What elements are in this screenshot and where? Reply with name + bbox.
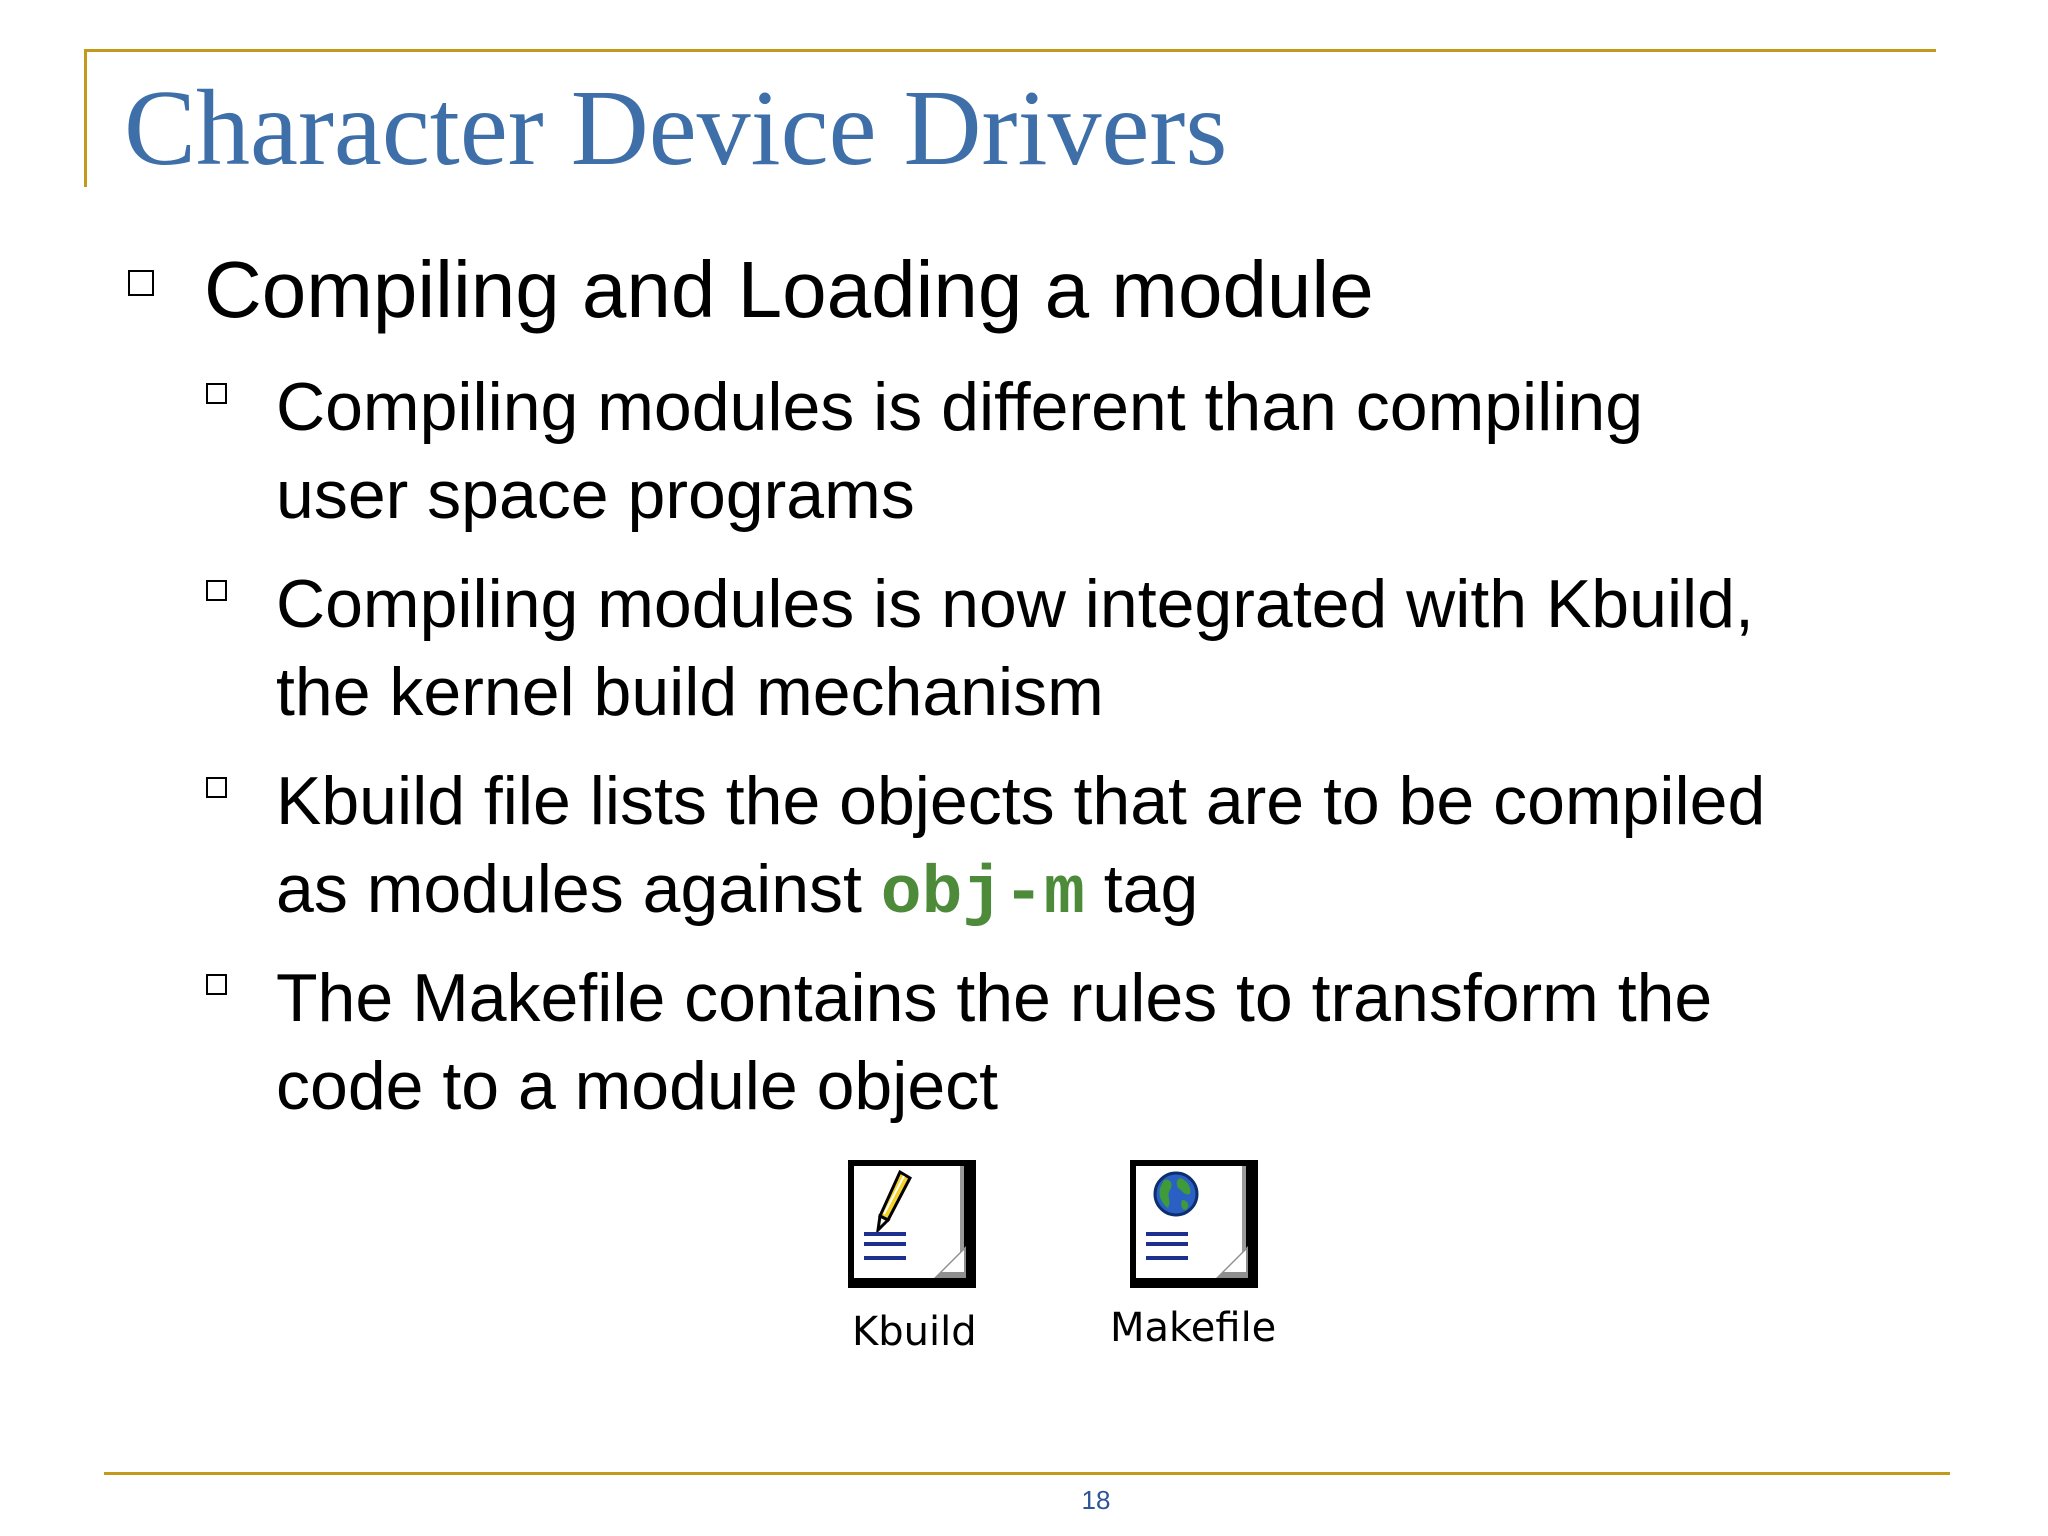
sub-bullet-text: [276, 363, 1936, 539]
sub-bullet-line: [276, 845, 1936, 939]
title-frame-top-rule: [84, 49, 1936, 52]
sub-bullet-text: [276, 757, 1936, 939]
sub-bullet-line: code to a module object: [276, 1048, 999, 1124]
web-file-globe-icon[interactable]: [1130, 1160, 1258, 1288]
footer-rule: [104, 1472, 1950, 1475]
sub-bullet-line: Compiling modules is now integrated with Kbuild,: [276, 566, 1754, 642]
makefile-icon-label: Makefile: [1110, 1305, 1277, 1351]
text-lines-icon: [864, 1232, 906, 1260]
square-bullet-icon: [206, 383, 227, 404]
pencil-icon: [874, 1170, 914, 1234]
page-number: 18: [1081, 1485, 1111, 1515]
sub-bullet-line: The Makefile contains the rules to transform the: [276, 960, 1713, 1036]
square-bullet-icon: [206, 974, 227, 995]
sub-bullet-line: Compiling modules is different than compiling: [276, 369, 1644, 445]
sub-bullet-line: user space programs: [276, 457, 915, 533]
sub-bullet-line-start: as modules against: [276, 851, 881, 927]
kbuild-icon-label: Kbuild: [852, 1309, 977, 1355]
square-bullet-icon: [128, 270, 154, 296]
text-file-pencil-icon[interactable]: [848, 1160, 976, 1288]
sub-bullet-text: [276, 954, 1936, 1130]
slide-title: Character Device Drivers: [124, 69, 1228, 188]
sub-bullet-line: Kbuild file lists the objects that are to be compiled: [276, 763, 1766, 839]
globe-icon: [1152, 1170, 1200, 1218]
obj-m-code: obj-m: [880, 856, 1085, 933]
square-bullet-icon: [206, 777, 227, 798]
page-fold-icon: [934, 1246, 966, 1278]
sub-bullet-line-end: tag: [1084, 851, 1199, 927]
page-fold-icon: [1216, 1246, 1248, 1278]
text-lines-icon: [1146, 1232, 1188, 1260]
sub-bullet-line: the kernel build mechanism: [276, 654, 1104, 730]
bullet-text: Compiling and Loading a module: [204, 245, 1374, 334]
sub-bullet-text: [276, 560, 1936, 736]
title-frame-left-rule: [84, 49, 87, 187]
square-bullet-icon: [206, 580, 227, 601]
